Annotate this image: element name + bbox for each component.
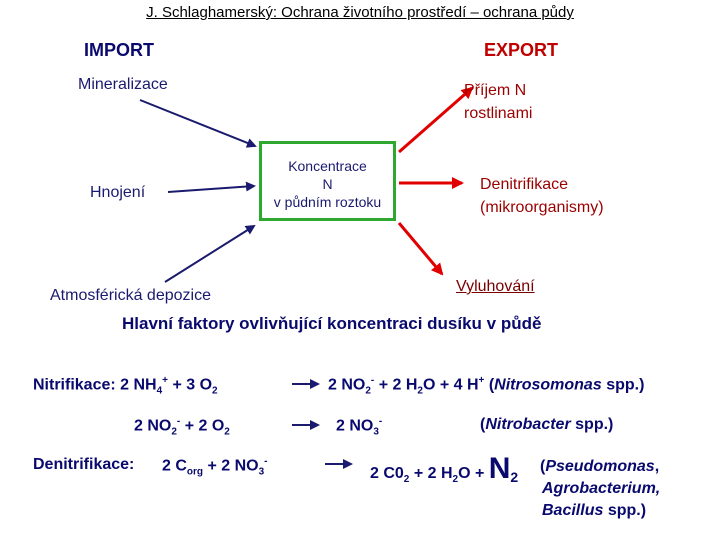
denitrification-line-2: (mikroorganismy) (480, 199, 604, 216)
uptake-line-2: rostlinami (464, 105, 533, 122)
arrow-fertilization (168, 186, 254, 192)
factors-heading: Hlavní faktory ovlivňující koncentraci dusíku v půdě (122, 314, 542, 333)
nitrogen-concentration-box (259, 141, 396, 221)
mineralization-node: Mineralizace (78, 76, 168, 93)
atmospheric-deposition-node: Atmosférická depozice (50, 287, 211, 304)
denitrification-line-1: Denitrifikace (480, 176, 569, 193)
nitrification-left: Nitrifikace: 2 $NH_4^+ + 3$ $O_2$ (33, 375, 218, 397)
denitrification-left: 2 $C_{org} + 2$ $NO_3^-$ (162, 456, 268, 478)
denitrification-label: Denitrifikace: (33, 456, 135, 473)
nitrification-right: 2 $NO_2^- + 2$ $H_2O + 4$ H+ (Nitrosomonas spp.) (328, 375, 645, 397)
denitrification-right: 2 $C0_2 + 2$ $H_2O + N_2$ (370, 452, 519, 486)
nitrification-label: Nitrifikace: (33, 376, 116, 394)
leaching-node: Vyluhování (456, 278, 535, 295)
agrobacterium-label: Agrobacterium, (542, 480, 661, 497)
dinitrogen-symbol: N (488, 452, 511, 485)
center-line-2: N (322, 176, 333, 192)
export-label: EXPORT (484, 40, 559, 60)
nitrification-2-left: 2 $NO_2^- + 2$ $O_2$ (134, 416, 230, 438)
nitrobacter-label: (Nitrobacter spp.) (480, 416, 614, 433)
arrow-mineralization (140, 100, 255, 146)
fertilization-node: Hnojení (90, 184, 146, 201)
arrow-atmospheric (165, 226, 254, 282)
arrow-leaching (399, 223, 442, 274)
bacillus-label: Bacillus spp.) (542, 502, 647, 519)
uptake-line-1: Příjem N (464, 82, 527, 99)
pseudomonas-label: (Pseudomonas, (540, 458, 660, 475)
center-line-1: Koncentrace (288, 158, 367, 174)
page-header: J. Schlaghamerský: Ochrana životního prostředí – ochrana půdy (146, 4, 574, 21)
nitrification-2-right: 2 $NO_3^-$ (336, 416, 383, 438)
import-label: IMPORT (84, 40, 154, 60)
center-line-3: v půdním roztoku (273, 194, 382, 210)
arrow-uptake (399, 88, 472, 152)
